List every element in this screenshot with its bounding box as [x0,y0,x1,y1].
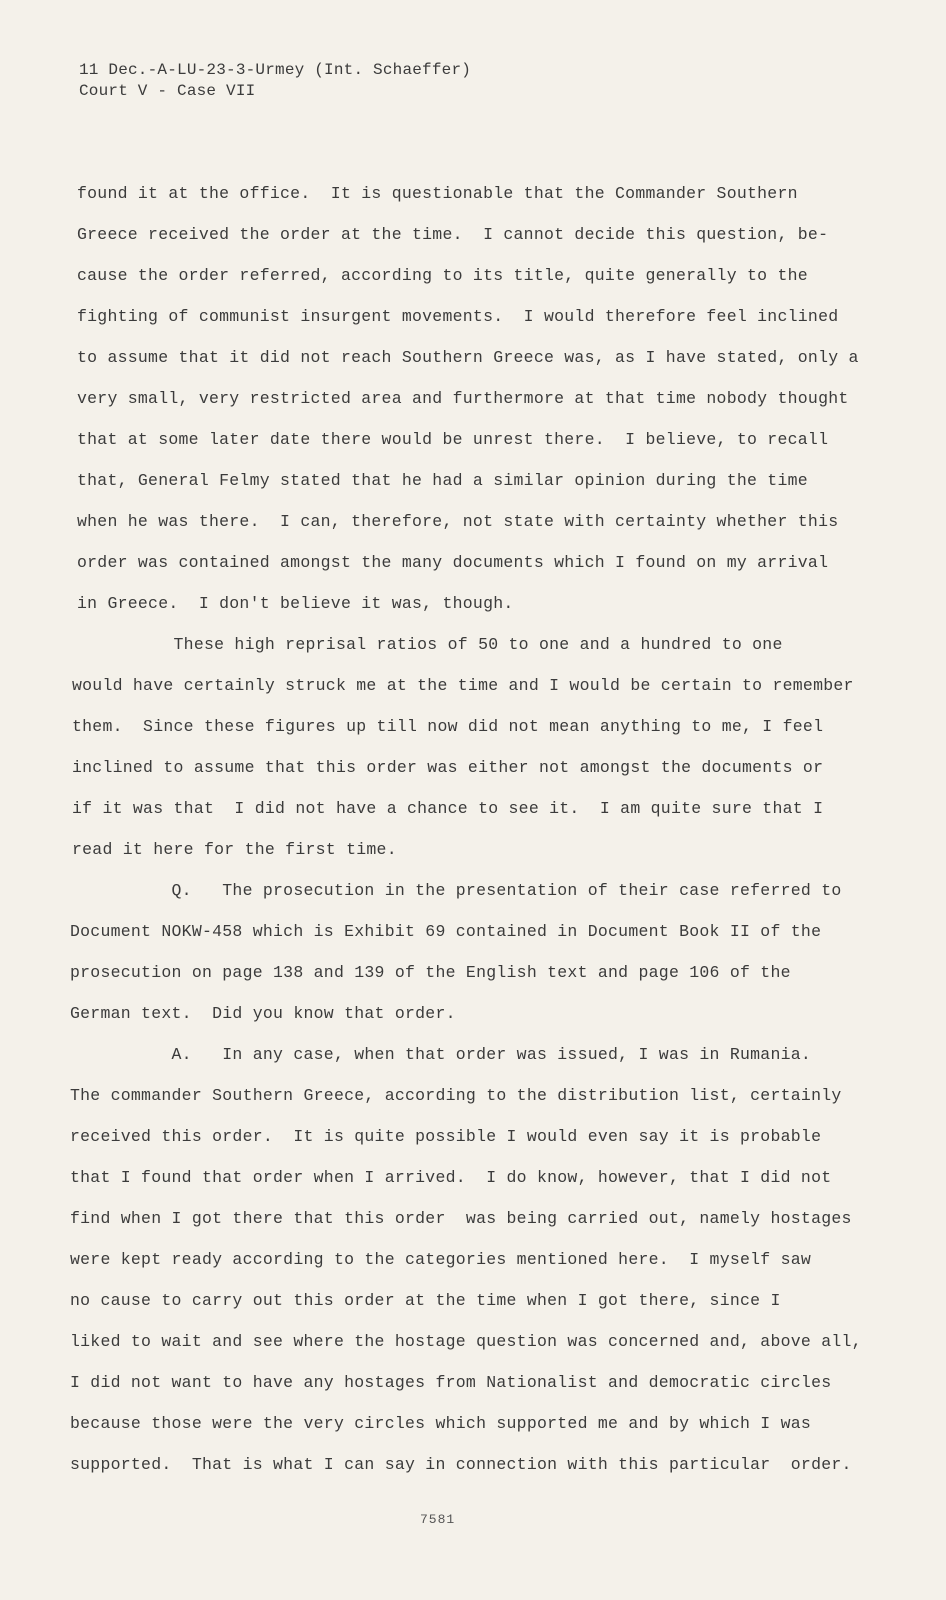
body-line: Greece received the order at the time. I cannot decide this question, be- [77,225,829,244]
body-line: German text. Did you know that order. [70,1004,456,1023]
body-line: fighting of communist insurgent movements. I would therefore feel inclined [77,307,839,326]
body-line: prosecution on page 138 and 139 of the English text and page 106 of the [70,963,791,982]
body-line: were kept ready according to the categories mentioned here. I myself saw [70,1250,812,1269]
body-line: would have certainly struck me at the time and I would be certain to remember [72,676,854,695]
body-line: find when I got there that this order was being carried out, namely hostages [70,1209,852,1228]
body-line: that, General Felmy stated that he had a similar opinion during the time [77,471,808,490]
body-line: cause the order referred, according to its title, quite generally to the [77,266,808,285]
body-line: no cause to carry out this order at the time when I got there, since I [70,1291,781,1310]
header-line-2: Court V - Case VII [79,82,256,100]
body-line: because those were the very circles which supported me and by which I was [70,1414,812,1433]
body-line: very small, very restricted area and furthermore at that time nobody thought [77,389,849,408]
header-line-1: 11 Dec.-A-LU-23-3-Urmey (Int. Schaeffer) [79,61,472,79]
body-line: liked to wait and see where the hostage question was concerned and, above all, [70,1332,862,1351]
body-line: them. Since these figures up till now did not mean anything to me, I feel [72,717,824,736]
body-line: if it was that I did not have a chance to see it. I am quite sure that I [72,799,824,818]
body-line: received this order. It is quite possible I would even say it is probable [70,1127,822,1146]
body-line: that I found that order when I arrived. I do know, however, that I did not [70,1168,832,1187]
body-line: I did not want to have any hostages from Nationalist and democratic circles [70,1373,832,1392]
body-line: that at some later date there would be unrest there. I believe, to recall [77,430,829,449]
body-line: Document NOKW-458 which is Exhibit 69 contained in Document Book II of the [70,922,822,941]
page-number: 7581 [420,1512,456,1527]
body-line: inclined to assume that this order was either not amongst the documents or [72,758,824,777]
body-line: read it here for the first time. [72,840,397,859]
body-line: These high reprisal ratios of 50 to one and a hundred to one [72,635,783,654]
body-line: in Greece. I don't believe it was, though. [77,594,514,613]
body-line: found it at the office. It is questionable that the Commander Southern [77,184,798,203]
body-line: to assume that it did not reach Southern Greece was, as I have stated, only a [77,348,859,367]
body-line: when he was there. I can, therefore, not state with certainty whether this [77,512,839,531]
body-line: Q. The prosecution in the presentation of their case referred to [70,881,842,900]
body-line: order was contained amongst the many documents which I found on my arrival [77,553,829,572]
body-line: The commander Southern Greece, according to the distribution list, certainly [70,1086,842,1105]
document-header [79,60,471,102]
body-line: supported. That is what I can say in connection with this particular order. [70,1455,852,1474]
body-line: A. In any case, when that order was issued, I was in Rumania. [70,1045,812,1064]
